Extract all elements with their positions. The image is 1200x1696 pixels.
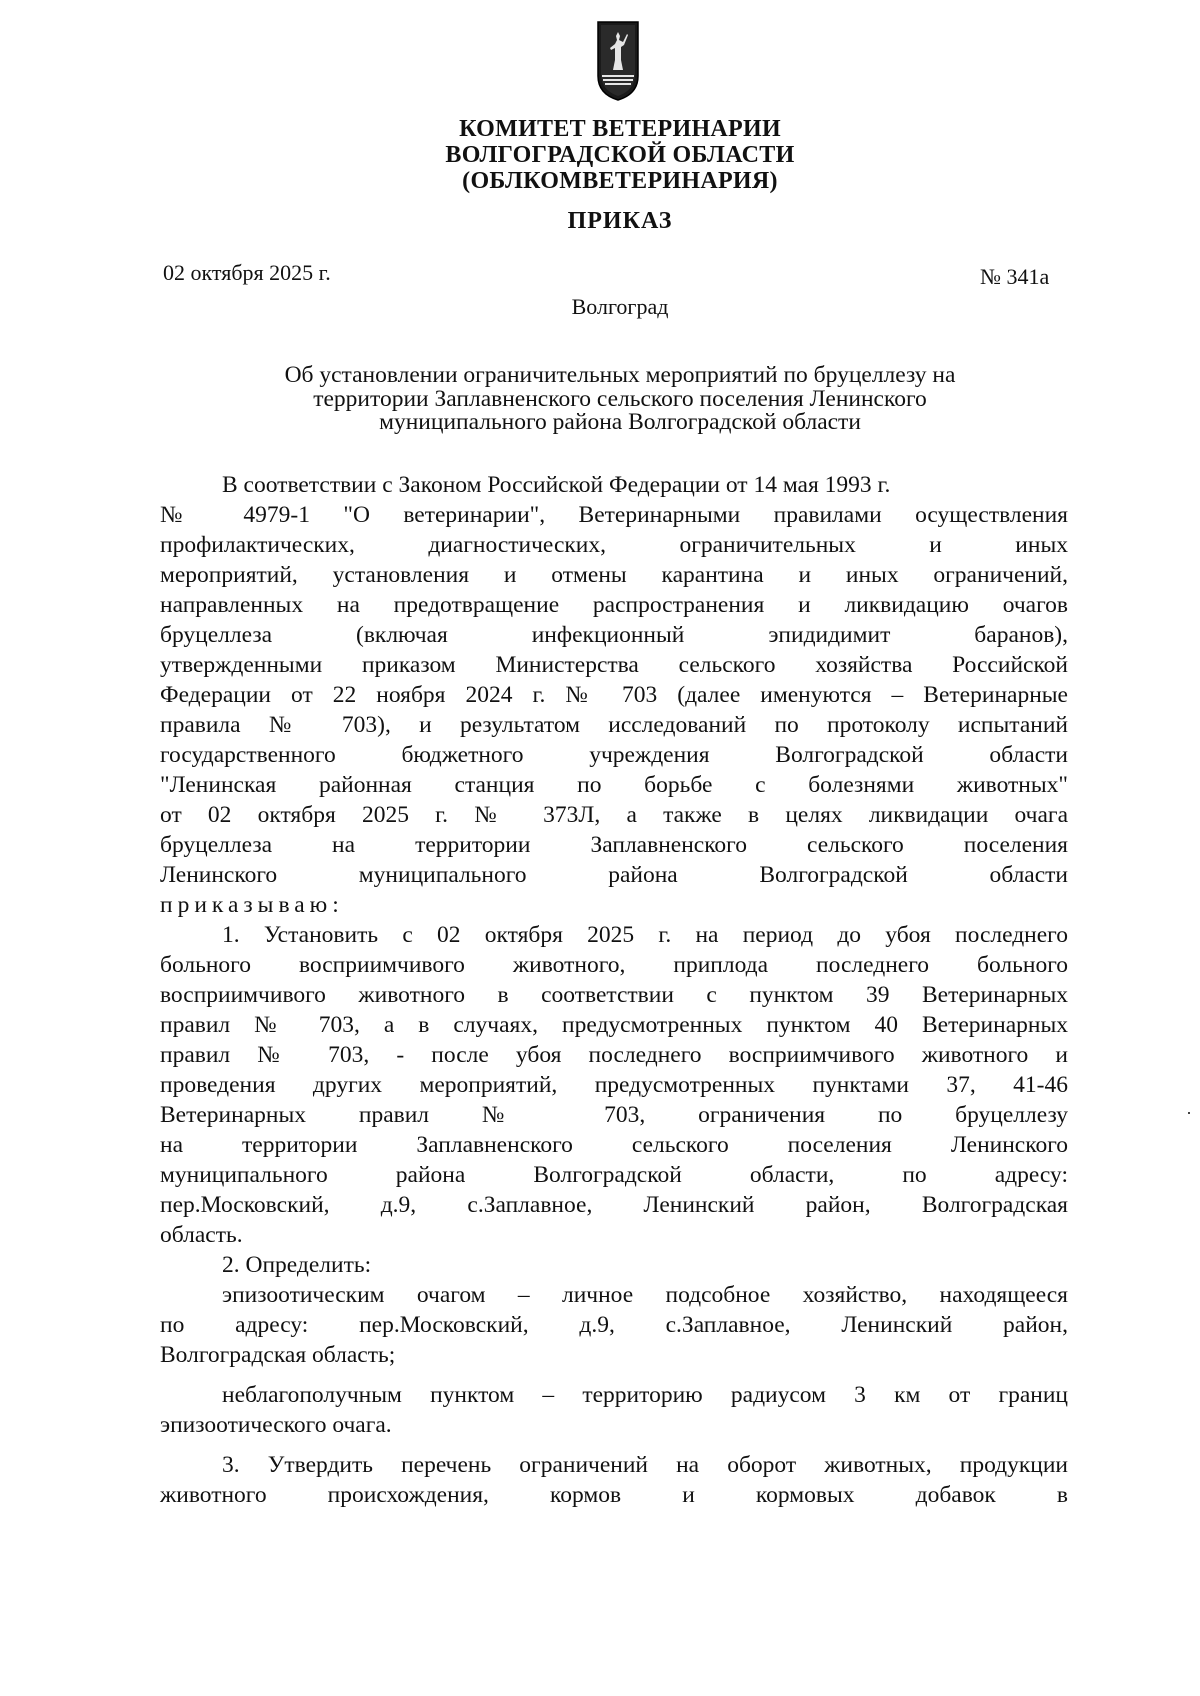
committee-name-line3: (ОБЛКОМВЕТЕРИНАРИЯ) bbox=[462, 168, 778, 194]
body-line: правил № 703, - после убоя последнего восприимчивого животного и bbox=[160, 1042, 1068, 1068]
body-line: 3. Утвердить перечень ограничений на оборот животных, продукции bbox=[222, 1452, 1068, 1478]
body-line: мероприятий, установления и отмены карантина и иных ограничений, bbox=[160, 562, 1068, 588]
document-title bbox=[180, 364, 1060, 435]
document-number: № 341а bbox=[980, 264, 1050, 289]
body-line: неблагополучным пунктом – территорию радиусом 3 км от границ bbox=[222, 1382, 1068, 1408]
body-line: Федерации от 22 ноября 2024 г. № 703 (далее именуются – Ветеринарные bbox=[160, 682, 1068, 708]
committee-name-line1: КОМИТЕТ ВЕТЕРИНАРИИ bbox=[459, 116, 781, 142]
document-city: Волгоград bbox=[571, 294, 669, 319]
body-line: правил № 703, а в случаях, предусмотренных пунктом 40 Ветеринарных bbox=[160, 1012, 1068, 1038]
body-line: эпизоотическим очагом – личное подсобное хозяйство, находящееся bbox=[222, 1282, 1068, 1308]
body-line: проведения других мероприятий, предусмотренных пунктами 37, 41-46 bbox=[160, 1072, 1068, 1098]
document-date: 02 октября 2025 г. bbox=[163, 260, 331, 285]
body-line: бруцеллеза на территории Заплавненского сельского поселения bbox=[160, 832, 1068, 858]
body-line: Волгоградская область; bbox=[160, 1342, 396, 1368]
body-line: на территории Заплавненского сельского поселения Ленинского bbox=[160, 1132, 1068, 1158]
body-line: от 02 октября 2025 г. № 373Л, а также в целях ликвидации очага bbox=[160, 802, 1068, 828]
committee-name-line2: ВОЛГОГРАДСКОЙ ОБЛАСТИ bbox=[445, 142, 795, 168]
body-line: В соответствии с Законом Российской Федерации от 14 мая 1993 г. bbox=[222, 472, 891, 498]
body-line: профилактических, диагностических, ограничительных и иных bbox=[160, 532, 1068, 558]
body-line: направленных на предотвращение распространения и ликвидацию очагов bbox=[160, 592, 1068, 618]
body-line: Ленинского муниципального района Волгоградской области bbox=[160, 862, 1068, 888]
body-line: государственного бюджетного учреждения Волгоградской области bbox=[160, 742, 1068, 768]
body-line: № 4979-1 "О ветеринарии", Ветеринарными правилами осуществления bbox=[160, 502, 1068, 528]
body-line: восприимчивого животного в соответствии с пунктом 39 Ветеринарных bbox=[160, 982, 1068, 1008]
title-line: муниципального района Волгоградской области bbox=[379, 409, 861, 435]
body-line: пер.Московский, д.9, с.Заплавное, Ленинский район, Волгоградская bbox=[160, 1192, 1068, 1218]
body-line: больного восприимчивого животного, приплода последнего больного bbox=[160, 952, 1068, 978]
body-line: по адресу: пер.Московский, д.9, с.Заплавное, Ленинский район, bbox=[160, 1312, 1068, 1338]
body-line: бруцеллеза (включая инфекционный эпидидимит баранов), bbox=[160, 622, 1068, 648]
body-line: эпизоотического очага. bbox=[160, 1412, 392, 1438]
coat-of-arms-icon bbox=[596, 20, 640, 102]
body-line: 2. Определить: bbox=[222, 1252, 372, 1278]
body-line: правила № 703), и результатом исследований по протоколу испытаний bbox=[160, 712, 1068, 738]
body-line: "Ленинская районная станция по борьбе с болезнями животных" bbox=[160, 772, 1068, 798]
body-line: 1. Установить с 02 октября 2025 г. на период до убоя последнего bbox=[222, 922, 1068, 948]
body-line: Ветеринарных правил № 703, ограничения по бруцеллезу bbox=[160, 1102, 1068, 1128]
body-line: область. bbox=[160, 1222, 243, 1248]
document-type: ПРИКАЗ bbox=[567, 208, 673, 234]
body-line: утвержденными приказом Министерства сельского хозяйства Российской bbox=[160, 652, 1068, 678]
body-line: муниципального района Волгоградской области, по адресу: bbox=[160, 1162, 1068, 1188]
title-line: территории Заплавненского сельского поселения Ленинского bbox=[313, 385, 927, 412]
body-line-prikazyvayu: приказываю: bbox=[160, 892, 344, 918]
body-line: животного происхождения, кормов и кормовых добавок в bbox=[160, 1482, 1068, 1508]
scan-speck bbox=[1188, 1112, 1190, 1114]
title-line: Об установлении ограничительных мероприятий по бруцеллезу на bbox=[284, 362, 956, 388]
